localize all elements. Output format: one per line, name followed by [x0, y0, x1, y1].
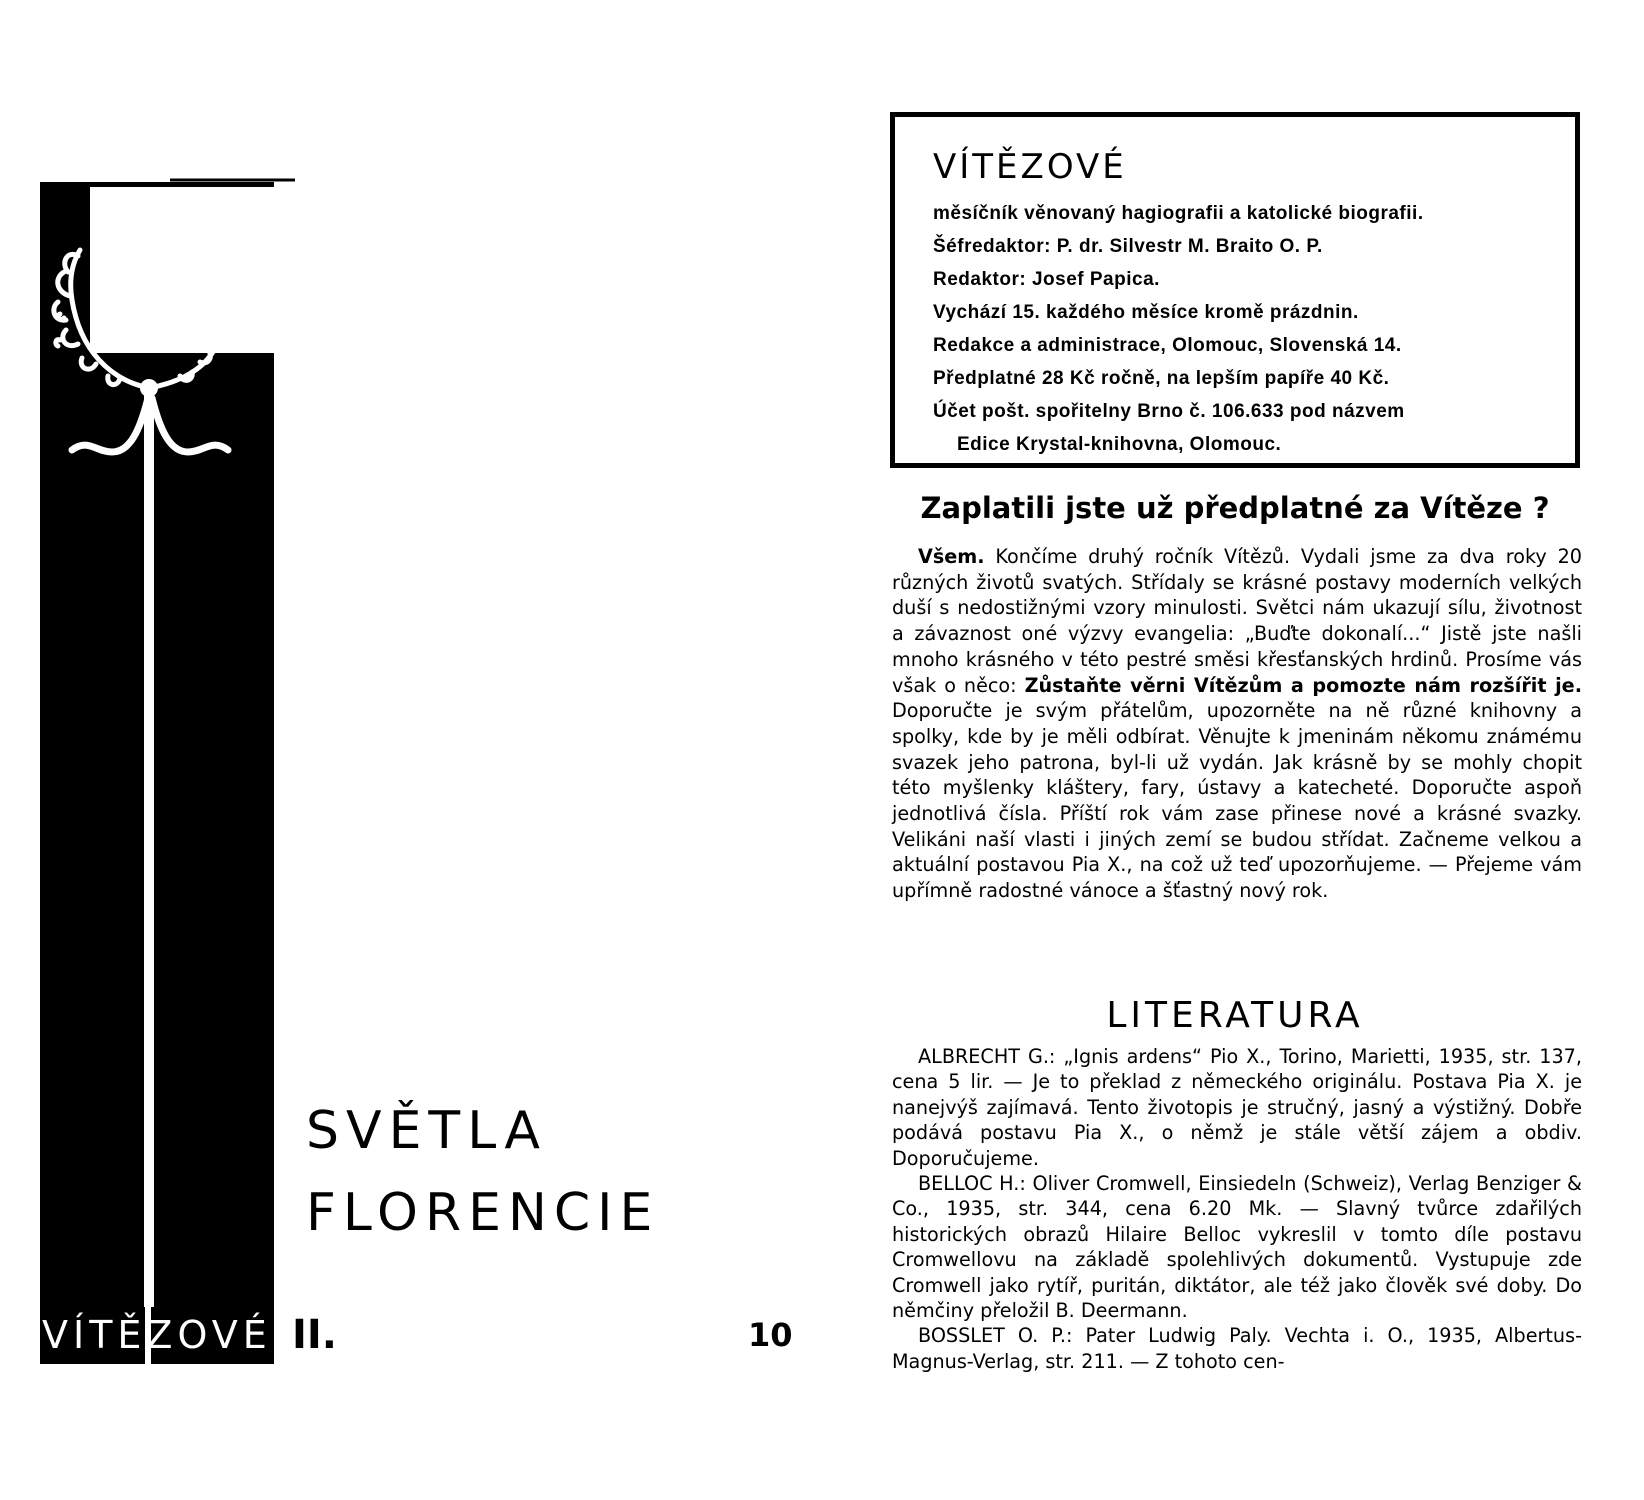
cover-ornament-graphic: [0, 0, 820, 1500]
cover-title-line-2: FLORENCIE: [306, 1183, 660, 1243]
cover-title: [306, 1090, 659, 1254]
appeal-emphasis: Zůstaňte věrni Vítězům a pomozte nám rozšířit je.: [1024, 673, 1582, 697]
masthead-line: Účet pošt. spořitelny Brno č. 106.633 pod názvem: [933, 401, 1405, 422]
page-number: 10: [748, 1316, 793, 1354]
masthead-line: Redaktor: Josef Papica.: [933, 269, 1160, 290]
cover-black-band: [40, 182, 274, 1364]
masthead-title: VÍTĚZOVÉ: [933, 147, 1127, 187]
masthead-line: Šéfredaktor: P. dr. Silvestr M. Braito O. P.: [933, 236, 1323, 257]
masthead-line: Edice Krystal-knihovna, Olomouc.: [957, 434, 1282, 455]
masthead-line: Vychází 15. každého měsíce kromě prázdnin.: [933, 302, 1359, 323]
cover-stem-line: [144, 385, 154, 1307]
appeal-paragraph: [892, 544, 1582, 904]
cover-volume-number: II.: [292, 1312, 337, 1358]
masthead-box: [890, 112, 1580, 468]
literature-entry: BELLOC H.: Oliver Cromwell, Einsiedeln (Schweiz), Verlag Benziger & Co., 1935, str. 344, cena 6.20 Mk. — Slavný tvůrce zdařilých historických obrazů Hilaire Belloc vykreslil v tomto díle postavu Cromwellovu na základě spolehlivých dokumentů. Vystupuje zde Cromwell jako rytíř, puritán, diktátor, ale též jako člověk své doby. Do němčiny přeložil B. Deermann.: [892, 1172, 1582, 1323]
cover-series-label: VÍTĚZOVÉ: [42, 1313, 272, 1357]
literature-heading: LITERATURA: [1106, 995, 1364, 1036]
cover-page: [0, 0, 820, 1500]
literature-entry: ALBRECHT G.: „Ignis ardens“ Pio X., Torino, Marietti, 1935, str. 137, cena 5 lir. — Je to překlad z německého originálu. Postava Pia X. je nanejvýš zajímavá. Tento životopis je stručný, jasný a výstižný. Dobře podává postavu Pia X., o němž je stále větší zájem a obdiv. Doporučujeme.: [892, 1045, 1582, 1170]
masthead-line: měsíčník věnovaný hagiografii a katolické biografii.: [933, 203, 1424, 224]
literature-list: [892, 1044, 1582, 1374]
masthead-line: Předplatné 28 Kč ročně, na lepším papíře 40 Kč.: [933, 368, 1390, 389]
wreath-knot-icon: [140, 379, 158, 397]
appeal-lead: Všem.: [918, 545, 985, 568]
cover-title-line-1: SVĚTLA: [306, 1101, 547, 1161]
literature-entry: BOSSLET O. P.: Pater Ludwig Paly. Vechta i. O., 1935, Albertus-Magnus-Verlag, str. 211. — Z tohoto cen-: [892, 1324, 1582, 1373]
appeal-text-1: Končíme druhý ročník Vítězů. Vydali jsme za dva roky 20 různých životů svatých. Střídaly se krásné postavy moderních velkých duší s nedostižnými vzory minulosti. Světci nám ukazují sílu, životnost a závaznost oné výzvy evangelia: „Buďte dokonalí...“ Jistě jste našli mnoho krásného v této pestré směsi křesťanských hrdinů. Prosíme vás však o něco:: [892, 545, 1582, 697]
masthead-line: Redakce a administrace, Olomouc, Slovenská 14.: [933, 335, 1402, 356]
appeal-heading: Zaplatili jste už předplatné za Vítěze ?: [920, 491, 1550, 525]
appeal-text-2: Doporučte je svým přátelům, upozorněte na ně různé knihovny a spolky, kde by je měli odbírat. Věnujte k jmeninám někomu známému svazek jeho patrona, byl-li už vydán. Jak krásně by se mohly chopit této myšlenky kláštery, fary, ústavy a katecheté. Doporučte aspoň jednotlivá čísla. Příští rok vám zase přinese nové a krásné svazky. Velikáni naší vlasti i jiných zemí se budou střídat. Začneme velkou a aktuální postavou Pia X., na což už teď upozorňujeme. — Přejeme vám upřímně radostné vánoce a šťastný nový rok.: [892, 699, 1582, 903]
